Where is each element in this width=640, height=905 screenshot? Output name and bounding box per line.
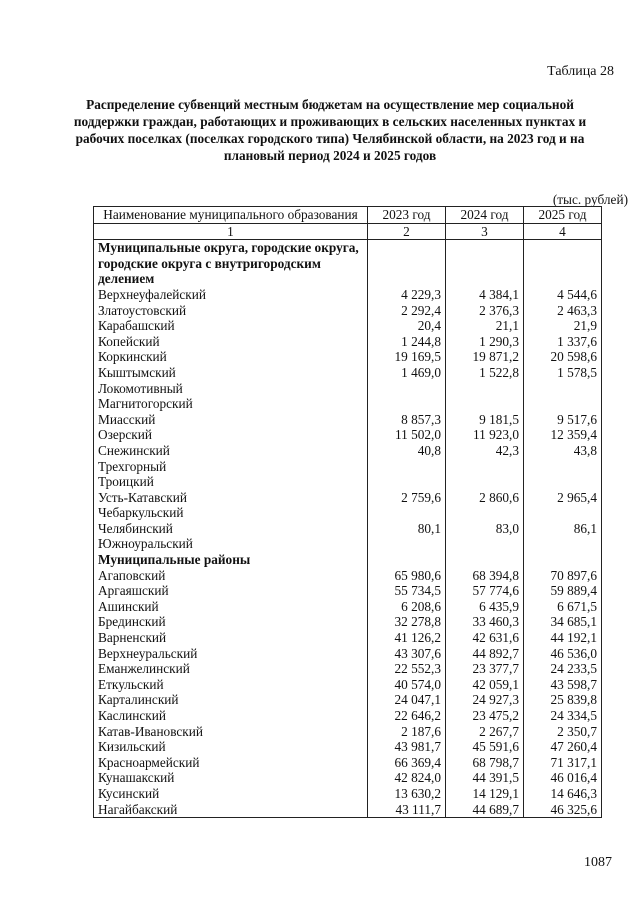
amount-cell: 4 384,1 — [446, 287, 524, 303]
municipality-name: Троицкий — [94, 474, 368, 490]
amount-cell: 2 376,3 — [446, 303, 524, 319]
amount-cell — [446, 505, 524, 521]
amount-cell: 46 325,6 — [524, 802, 602, 818]
amount-cell: 43 598,7 — [524, 677, 602, 693]
municipality-name: Озерский — [94, 427, 368, 443]
municipality-name: Брединский — [94, 614, 368, 630]
header-2024: 2024 год — [446, 207, 524, 224]
amount-cell — [446, 536, 524, 552]
amount-cell: 20 598,6 — [524, 349, 602, 365]
header-row — [94, 207, 602, 224]
table-row — [94, 490, 602, 506]
unit-label: (тыс. рублей) — [552, 192, 628, 207]
table-row — [94, 303, 602, 319]
municipality-name: Кусинский — [94, 786, 368, 802]
table-row — [94, 381, 602, 397]
amount-cell: 14 129,1 — [446, 786, 524, 802]
municipality-name: Златоустовский — [94, 303, 368, 319]
amount-cell — [368, 381, 446, 397]
amount-cell: 22 646,2 — [368, 708, 446, 724]
table-row — [94, 599, 602, 615]
municipality-name: Чебаркульский — [94, 505, 368, 521]
amount-cell: 2 463,3 — [524, 303, 602, 319]
municipality-name: Верхнеуфалейский — [94, 287, 368, 303]
amount-cell: 46 016,4 — [524, 770, 602, 786]
table-row — [94, 770, 602, 786]
amount-cell: 21,1 — [446, 318, 524, 334]
table-row — [94, 349, 602, 365]
amount-cell: 34 685,1 — [524, 614, 602, 630]
amount-cell: 1 290,3 — [446, 334, 524, 350]
table-row — [94, 739, 602, 755]
amount-cell: 43 111,7 — [368, 802, 446, 818]
amount-cell: 59 889,4 — [524, 583, 602, 599]
municipality-name: Карабашский — [94, 318, 368, 334]
column-number: 2 — [368, 223, 446, 240]
municipality-name: Южноуральский — [94, 536, 368, 552]
municipality-name: Кыштымский — [94, 365, 368, 381]
amount-cell: 68 394,8 — [446, 568, 524, 584]
amount-cell: 23 377,7 — [446, 661, 524, 677]
column-number: 3 — [446, 223, 524, 240]
municipality-name: Трехгорный — [94, 459, 368, 475]
amount-cell: 71 317,1 — [524, 755, 602, 771]
amount-cell: 14 646,3 — [524, 786, 602, 802]
amount-cell: 55 734,5 — [368, 583, 446, 599]
table-row — [94, 396, 602, 412]
municipality-name: Аргаяшский — [94, 583, 368, 599]
amount-cell — [524, 396, 602, 412]
table-row — [94, 583, 602, 599]
amount-cell: 43 307,6 — [368, 646, 446, 662]
amount-cell — [524, 381, 602, 397]
amount-cell: 1 469,0 — [368, 365, 446, 381]
table-row — [94, 505, 602, 521]
amount-cell: 45 591,6 — [446, 739, 524, 755]
header-name: Наименование муниципального образования — [94, 207, 368, 224]
table-row — [94, 365, 602, 381]
section-title: Муниципальные округа, городские округа, городские округа с внутригородским делением — [94, 240, 368, 287]
table-row — [94, 427, 602, 443]
amount-cell: 42 824,0 — [368, 770, 446, 786]
table-row — [94, 708, 602, 724]
municipality-name: Коркинский — [94, 349, 368, 365]
table-row — [94, 692, 602, 708]
municipality-name: Кунашакский — [94, 770, 368, 786]
table-row — [94, 318, 602, 334]
amount-cell: 41 126,2 — [368, 630, 446, 646]
table-row — [94, 630, 602, 646]
amount-cell: 40,8 — [368, 443, 446, 459]
municipality-name: Еманжелинский — [94, 661, 368, 677]
amount-cell — [524, 474, 602, 490]
table-row — [94, 536, 602, 552]
column-number: 1 — [94, 223, 368, 240]
amount-cell: 24 233,5 — [524, 661, 602, 677]
column-number: 4 — [524, 223, 602, 240]
amount-cell — [368, 474, 446, 490]
amount-cell — [368, 536, 446, 552]
municipality-name: Челябинский — [94, 521, 368, 537]
amount-cell: 66 369,4 — [368, 755, 446, 771]
table-row — [94, 755, 602, 771]
municipality-name: Ашинский — [94, 599, 368, 615]
amount-cell — [368, 505, 446, 521]
municipality-name: Снежинский — [94, 443, 368, 459]
table-row — [94, 443, 602, 459]
amount-cell: 42 059,1 — [446, 677, 524, 693]
amount-cell — [446, 474, 524, 490]
amount-cell: 42,3 — [446, 443, 524, 459]
table-row — [94, 661, 602, 677]
amount-cell: 2 267,7 — [446, 724, 524, 740]
amount-cell: 6 435,9 — [446, 599, 524, 615]
table-row — [94, 614, 602, 630]
amount-cell: 2 759,6 — [368, 490, 446, 506]
header-2023: 2023 год — [368, 207, 446, 224]
table-row — [94, 474, 602, 490]
amount-cell: 6 671,5 — [524, 599, 602, 615]
amount-cell: 44 892,7 — [446, 646, 524, 662]
table-row — [94, 677, 602, 693]
amount-cell: 44 391,5 — [446, 770, 524, 786]
amount-cell — [446, 459, 524, 475]
amount-cell: 2 292,4 — [368, 303, 446, 319]
municipality-name: Карталинский — [94, 692, 368, 708]
page-number: 1087 — [584, 855, 612, 870]
municipality-name: Катав-Ивановский — [94, 724, 368, 740]
amount-cell: 1 522,8 — [446, 365, 524, 381]
amount-cell: 9 517,6 — [524, 412, 602, 428]
document-title: Распределение субвенций местным бюджетам на осуществление мер социальной поддержки граждан, работающих и проживающих в сельских населенных пунктах и рабочих поселках (поселках городского типа) Челябинской области, на 2023 год и на плановый период 2024 и 2025 годов — [73, 97, 587, 163]
amount-cell: 32 278,8 — [368, 614, 446, 630]
amount-cell — [524, 459, 602, 475]
amount-cell: 68 798,7 — [446, 755, 524, 771]
amount-cell: 1 337,6 — [524, 334, 602, 350]
amount-cell — [368, 459, 446, 475]
amount-cell: 2 965,4 — [524, 490, 602, 506]
section-row — [94, 240, 602, 287]
amount-cell: 6 208,6 — [368, 599, 446, 615]
municipality-name: Копейский — [94, 334, 368, 350]
amount-cell: 1 578,5 — [524, 365, 602, 381]
amount-cell: 4 544,6 — [524, 287, 602, 303]
amount-cell: 86,1 — [524, 521, 602, 537]
section-title: Муниципальные районы — [94, 552, 368, 568]
amount-cell — [524, 505, 602, 521]
amount-cell: 2 860,6 — [446, 490, 524, 506]
amount-cell: 47 260,4 — [524, 739, 602, 755]
municipality-name: Агаповский — [94, 568, 368, 584]
table-row — [94, 568, 602, 584]
amount-cell: 19 871,2 — [446, 349, 524, 365]
amount-cell: 2 187,6 — [368, 724, 446, 740]
amount-cell: 44 689,7 — [446, 802, 524, 818]
amount-cell: 70 897,6 — [524, 568, 602, 584]
amount-cell: 9 181,5 — [446, 412, 524, 428]
amount-cell: 80,1 — [368, 521, 446, 537]
table-row — [94, 334, 602, 350]
amount-cell: 33 460,3 — [446, 614, 524, 630]
amount-cell: 24 927,3 — [446, 692, 524, 708]
table-body — [94, 240, 602, 818]
amount-cell: 19 169,5 — [368, 349, 446, 365]
column-number-row — [94, 223, 602, 240]
amount-cell: 25 839,8 — [524, 692, 602, 708]
amount-cell: 40 574,0 — [368, 677, 446, 693]
municipality-name: Миасский — [94, 412, 368, 428]
amount-cell: 20,4 — [368, 318, 446, 334]
amount-cell — [368, 396, 446, 412]
amount-cell: 22 552,3 — [368, 661, 446, 677]
table-label: Таблица 28 — [547, 64, 614, 79]
table-row — [94, 724, 602, 740]
amount-cell — [446, 381, 524, 397]
municipality-name: Еткульский — [94, 677, 368, 693]
table-row — [94, 646, 602, 662]
amount-cell: 43 981,7 — [368, 739, 446, 755]
amount-cell: 44 192,1 — [524, 630, 602, 646]
table-row — [94, 287, 602, 303]
amount-cell: 24 334,5 — [524, 708, 602, 724]
table-row — [94, 521, 602, 537]
amount-cell: 1 244,8 — [368, 334, 446, 350]
amount-cell: 12 359,4 — [524, 427, 602, 443]
amount-cell: 23 475,2 — [446, 708, 524, 724]
municipality-name: Каслинский — [94, 708, 368, 724]
subvention-table — [93, 206, 602, 818]
amount-cell: 4 229,3 — [368, 287, 446, 303]
amount-cell — [446, 396, 524, 412]
municipality-name: Варненский — [94, 630, 368, 646]
amount-cell: 43,8 — [524, 443, 602, 459]
amount-cell: 2 350,7 — [524, 724, 602, 740]
amount-cell: 57 774,6 — [446, 583, 524, 599]
municipality-name: Локомотивный — [94, 381, 368, 397]
amount-cell: 21,9 — [524, 318, 602, 334]
header-2025: 2025 год — [524, 207, 602, 224]
municipality-name: Кизильский — [94, 739, 368, 755]
municipality-name: Нагайбакский — [94, 802, 368, 818]
amount-cell: 65 980,6 — [368, 568, 446, 584]
municipality-name: Магнитогорский — [94, 396, 368, 412]
municipality-name: Усть-Катавский — [94, 490, 368, 506]
amount-cell: 13 630,2 — [368, 786, 446, 802]
municipality-name: Красноармейский — [94, 755, 368, 771]
table-row — [94, 786, 602, 802]
table-row — [94, 412, 602, 428]
amount-cell: 83,0 — [446, 521, 524, 537]
amount-cell: 11 502,0 — [368, 427, 446, 443]
amount-cell: 24 047,1 — [368, 692, 446, 708]
section-row — [94, 552, 602, 568]
amount-cell — [524, 536, 602, 552]
amount-cell: 46 536,0 — [524, 646, 602, 662]
municipality-name: Верхнеуральский — [94, 646, 368, 662]
amount-cell: 11 923,0 — [446, 427, 524, 443]
table-row — [94, 802, 602, 818]
table-row — [94, 459, 602, 475]
amount-cell: 42 631,6 — [446, 630, 524, 646]
amount-cell: 8 857,3 — [368, 412, 446, 428]
